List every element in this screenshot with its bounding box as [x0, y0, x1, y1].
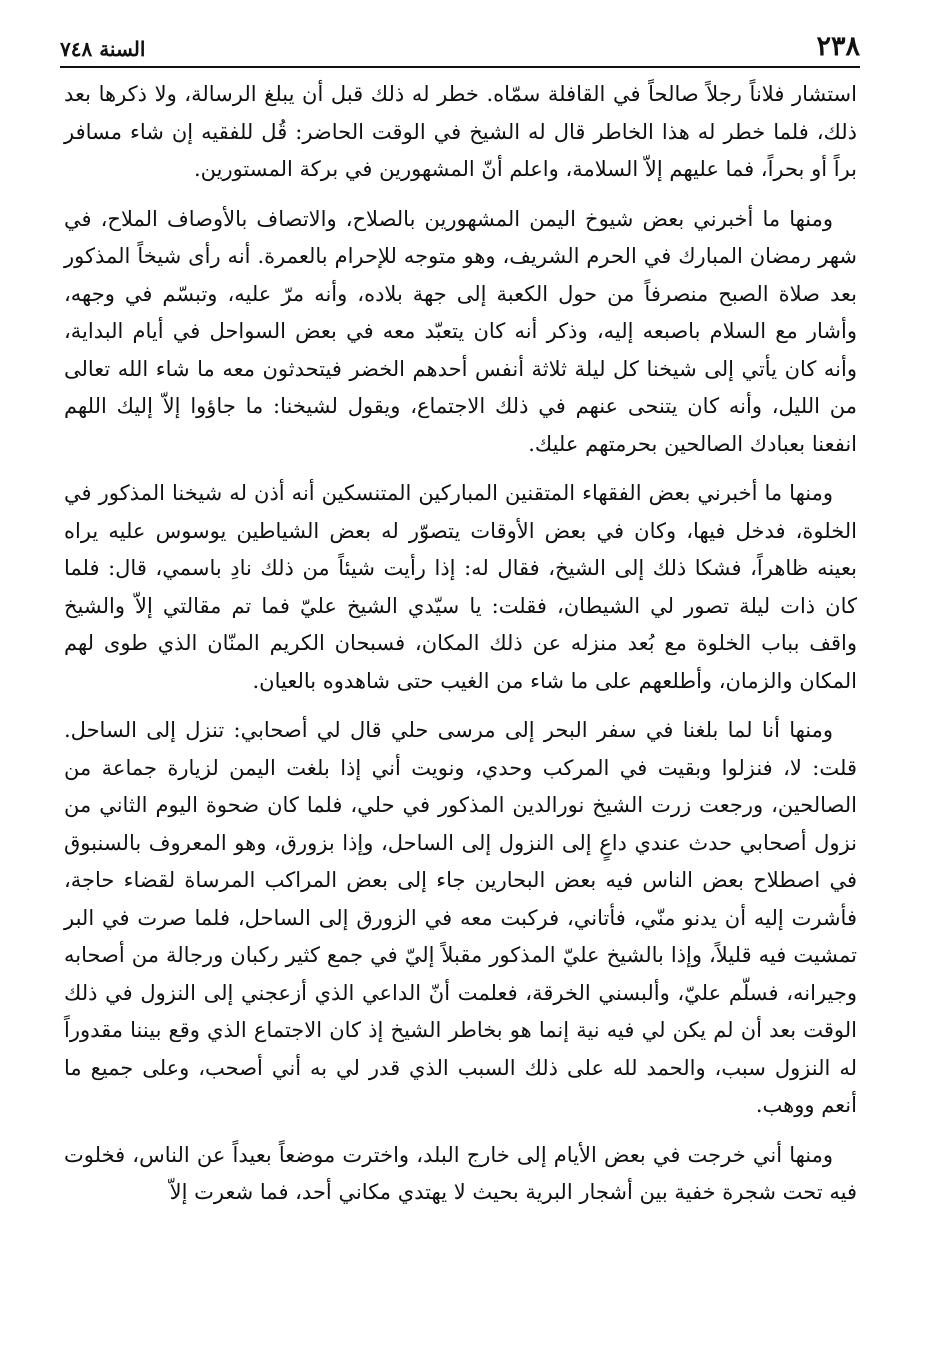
paragraph: استشار فلاناً رجلاً صالحاً في القافلة سمّاه. خطر له ذلك قبل أن يبلغ الرسالة، ولا ذكرها بعد ذلك، فلما خطر له هذا الخاطر قال له الشيخ في الوقت الحاضر: قُل للفقيه إن شاء مسافر براً أو بحراً، فما عليهم إلاّ السلامة، واعلم أنّ المشهورين في بركة المستورين. [64, 82, 857, 181]
page-header [60, 30, 860, 70]
paragraph: ومنها أنا لما بلغنا في سفر البحر إلى مرسى حلي قال لي أصحابي: تنزل إلى الساحل. قلت: لا، فنزلوا وبقيت في المركب وحدي، ونويت أني إذا بلغت اليمن لزيارة جماعة من الصالحين، ورجعت زرت الشيخ نورالدين المذكور في حلي، فلما كان ضحوة اليوم الثاني من نزول أصحابي حدث عندي داعٍ إلى النزول إلى الساحل، وإذا بزورق، وهو المعروف بالسنبوق في اصطلاح بعض الناس فيه بعض البحارين جاء إلى بعض المراكب المرساة لقضاء حاجة، فأشرت إليه أن يدنو منّي، فأتاني، فركبت معه في الزورق إلى الساحل، فلما صرت في البر تمشيت فيه قليلاً، وإذا بالشيخ عليّ المذكور مقبلاً إليّ في جمع كثير ركبان ورجالة من أصحابه وجيرانه، فسلّم عليّ، وألبسني الخرقة، فعلمت أنّ الداعي الذي أزعجني إلى النزول في ذلك الوقت بعد أن لم يكن لي فيه نية إنما هو بخاطر الشيخ إذ كان الاجتماع الذي وقع بيننا مقدوراً له النزول سبب، والحمد لله على ذلك السبب الذي قدر لي به أني أصحب، وعلى جميع ما أنعم ووهب. [64, 718, 857, 1117]
paragraph: ومنها أني خرجت في بعض الأيام إلى خارج البلد، واخترت موضعاً بعيداً عن الناس، فخلوت فيه تحت شجرة خفية بين أشجار البرية بحيث لا يهتدي مكاني أحد، فما شعرت إلاّ [64, 1142, 857, 1204]
page-body [64, 76, 857, 1224]
paragraph: ومنها ما أخبرني بعض الفقهاء المتقنين المباركين المتنسكين أنه أذن له شيخنا المذكور في الخلوة، فدخل فيها، وكان في بعض الأوقات يتصوّر له بعض الشياطين يوسوس عليه يراه بعينه ظاهراً، فشكا ذلك إلى الشيخ، فقال له: إذا رأيت شيئاً من ذلك نادِ باسمي، قال: فلما كان ذات ليلة تصور لي الشيطان، فقلت: يا سيّدي الشيخ عليّ فما تم مقالتي إلاّ والشيخ واقف بباب الخلوة مع بُعد منزله عن ذلك المكان، فسبحان الكريم المنّان الذي طوى لهم المكان والزمان، وأطلعهم على ما شاء من الغيب حتى شاهدوه بالعيان. [64, 481, 857, 693]
page-number: ٢٣٨ [816, 31, 860, 62]
header-divider [60, 66, 860, 68]
paragraph: ومنها ما أخبرني بعض شيوخ اليمن المشهورين بالصلاح، والاتصاف بالأوصاف الملاح، في شهر رمضان المبارك في الحرم الشريف، وهو متوجه للإحرام بالعمرة. أنه رأى شيخاً المذكور بعد صلاة الصبح منصرفاً من حول الكعبة إلى جهة بلاده، وأنه مرّ عليه، وتبسّم في وجهه، وأشار مع السلام باصبعه إليه، وذكر أنه كان يتعبّد معه في بعض السواحل في أيام البداية، وأنه كان يأتي إلى شيخنا كل ليلة ثلاثة أنفس أحدهم الخضر فيتحدثون معه ما شاء الله تعالى من الليل، وأنه كان يتنحى عنهم في ذلك الاجتماع، ويقول لشيخنا: ما جاؤوا إلاّ إليك اللهم انفعنا بعبادك الصالحين بحرمتهم عليك. [64, 206, 858, 456]
year-label: السنة ٧٤٨ [60, 37, 146, 61]
